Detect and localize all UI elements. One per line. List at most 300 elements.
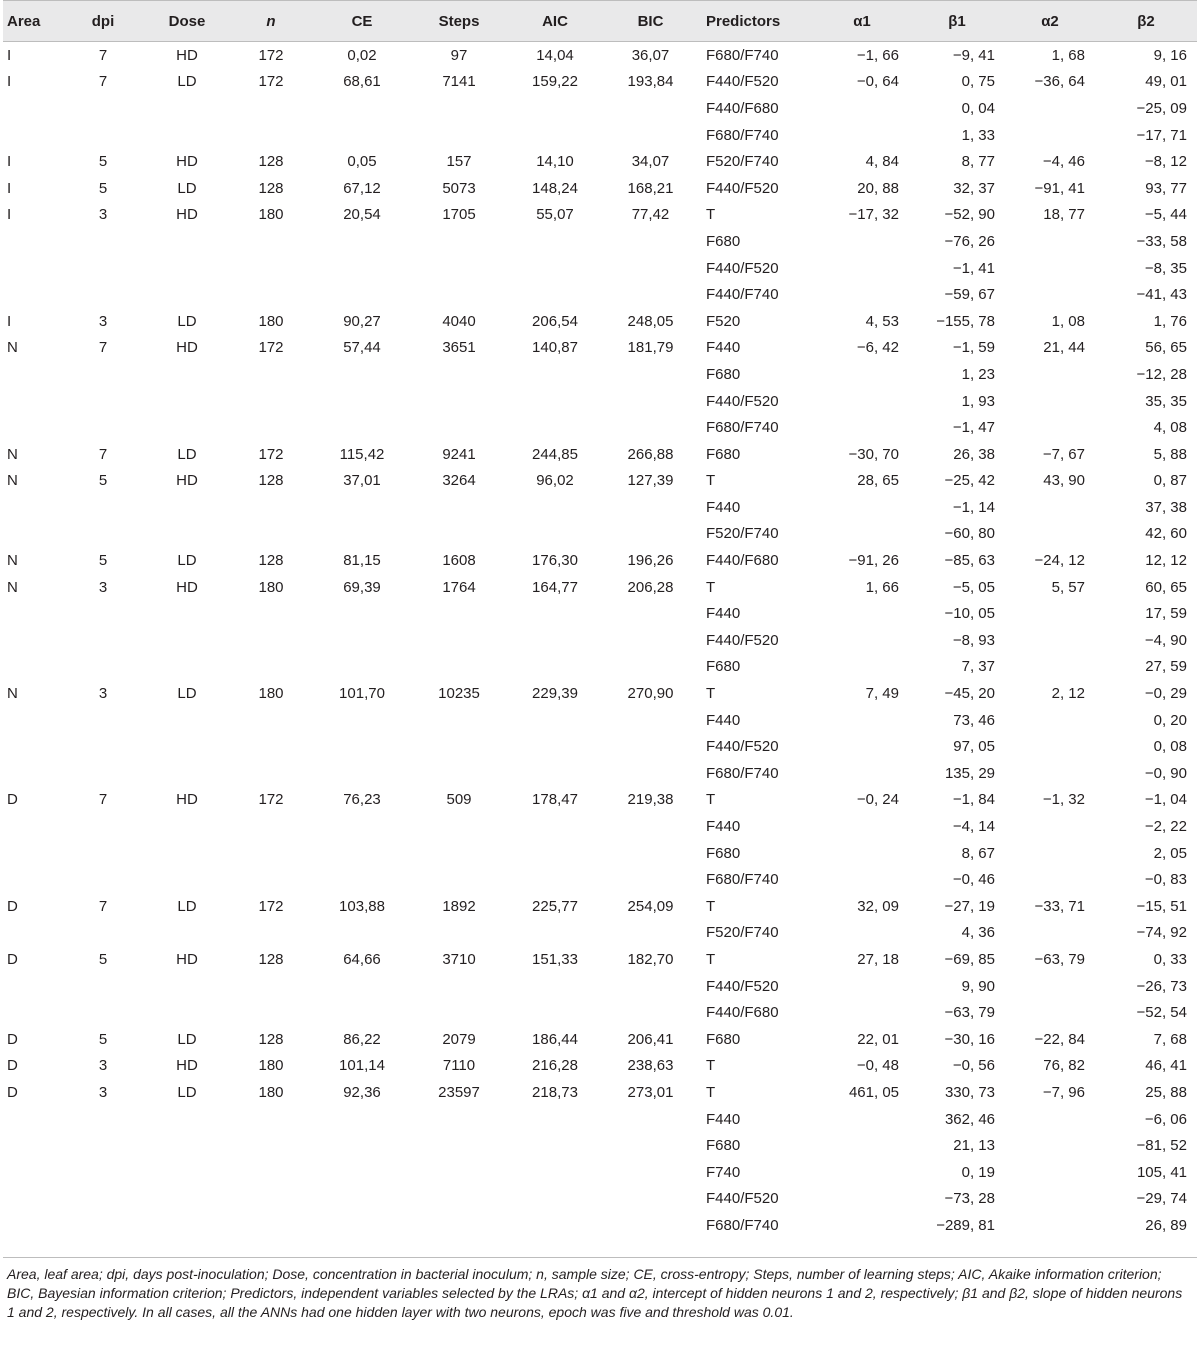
cell-beta2: 35, 35	[1145, 392, 1187, 410]
table-row	[3, 600, 1197, 627]
cell-aic: 164,77	[532, 578, 578, 596]
cell-aic: 229,39	[532, 685, 578, 703]
cell-beta1: 8, 67	[961, 844, 995, 862]
cell-steps: 3264	[442, 472, 476, 490]
cell-beta1: −63, 79	[944, 1004, 995, 1022]
cell-bic	[603, 414, 698, 441]
cell-beta1: −85, 63	[944, 552, 995, 570]
cell-beta1: −1, 14	[952, 498, 995, 516]
cell-alpha1	[815, 1159, 909, 1186]
cell-aic: 178,47	[532, 791, 578, 809]
cell-area: N	[7, 685, 18, 703]
cell-aic: 96,02	[536, 472, 574, 490]
cell-beta1: −4, 14	[952, 818, 995, 836]
cell-dpi: 3	[98, 206, 108, 224]
header-steps: Steps	[411, 1, 507, 42]
cell-alpha1: −17, 32	[848, 206, 899, 224]
cell-predictor: F680	[706, 658, 741, 676]
cell-dose	[145, 866, 229, 893]
cell-ce	[313, 733, 411, 760]
cell-ce	[313, 388, 411, 415]
cell-steps	[411, 228, 507, 255]
cell-dose: LD	[177, 73, 197, 91]
cell-predictor: F440/F520	[706, 631, 779, 649]
cell-dose: LD	[177, 897, 197, 915]
cell-bic	[603, 1212, 698, 1239]
cell-beta2: 37, 38	[1145, 498, 1187, 516]
cell-alpha1	[815, 840, 909, 867]
table-row	[3, 1053, 1197, 1080]
cell-area	[3, 414, 61, 441]
cell-predictor: F740	[706, 1163, 741, 1181]
cell-bic	[603, 840, 698, 867]
cell-alpha1	[815, 1186, 909, 1213]
cell-dpi	[61, 627, 145, 654]
cell-beta1: 1, 93	[961, 392, 995, 410]
cell-beta2: 49, 01	[1145, 73, 1187, 91]
cell-beta1: −45, 20	[944, 685, 995, 703]
cell-dose	[145, 414, 229, 441]
table-row	[3, 920, 1197, 947]
cell-predictor: F680/F740	[706, 419, 779, 437]
cell-predictor: T	[706, 897, 716, 915]
cell-aic: 216,28	[532, 1057, 578, 1075]
cell-aic: 159,22	[532, 73, 578, 91]
cell-ce	[313, 1212, 411, 1239]
cell-ce: 76,23	[343, 791, 381, 809]
cell-n	[229, 920, 313, 947]
table-row	[3, 654, 1197, 681]
cell-dose	[145, 494, 229, 521]
cell-bic	[603, 813, 698, 840]
cell-dose: LD	[177, 685, 197, 703]
cell-beta1: 73, 46	[953, 711, 995, 729]
results-table	[3, 0, 1197, 1239]
cell-dpi	[61, 228, 145, 255]
cell-bic: 193,84	[627, 73, 674, 91]
cell-alpha1	[815, 122, 909, 149]
cell-dose	[145, 920, 229, 947]
cell-bic	[603, 733, 698, 760]
table-footnote: Area, leaf area; dpi, days post-inoculation; Dose, concentration in bacterial inoculum; n, sample size; CE, cross-entropy; Steps, number of learning steps; AIC, Akaike information criterion; BIC, Bayesian information criterion; Predictors, independent variables selected by the LRAs; α1 and α2, intercept of hidden neurons 1 and 2, respectively; β1 and β2, slope of hidden neurons 1 and 2, respectively. In all cases, all the ANNs had one hidden layer with two neurons, epoch was five and threshold was 0.01.	[7, 1266, 1183, 1320]
cell-predictor: T	[706, 950, 716, 968]
cell-alpha2	[1005, 228, 1095, 255]
cell-bic: 206,41	[627, 1030, 674, 1048]
cell-alpha2: −33, 71	[1034, 897, 1085, 915]
cell-n	[229, 707, 313, 734]
cell-bic	[603, 521, 698, 548]
cell-steps	[411, 122, 507, 149]
cell-dose	[145, 1106, 229, 1133]
cell-steps	[411, 707, 507, 734]
cell-dpi: 3	[98, 685, 108, 703]
cell-alpha1	[815, 707, 909, 734]
cell-dpi: 7	[98, 791, 108, 809]
cell-dpi	[61, 521, 145, 548]
cell-aic	[507, 361, 603, 388]
cell-area: I	[7, 73, 12, 91]
cell-aic	[507, 521, 603, 548]
table-row	[3, 69, 1197, 96]
cell-dose: HD	[176, 206, 198, 224]
cell-area	[3, 1186, 61, 1213]
cell-dpi	[61, 840, 145, 867]
table-row	[3, 1159, 1197, 1186]
cell-beta1: 26, 38	[953, 445, 995, 463]
cell-n: 180	[258, 578, 284, 596]
cell-dose	[145, 760, 229, 787]
cell-dose	[145, 521, 229, 548]
cell-bic	[603, 122, 698, 149]
cell-beta2: 17, 59	[1145, 605, 1187, 623]
cell-alpha2	[1005, 733, 1095, 760]
table-row	[3, 1132, 1197, 1159]
cell-bic	[603, 920, 698, 947]
cell-beta2: 26, 89	[1145, 1216, 1187, 1234]
cell-steps	[411, 1212, 507, 1239]
cell-steps	[411, 866, 507, 893]
cell-ce	[313, 414, 411, 441]
cell-steps	[411, 627, 507, 654]
cell-bic: 36,07	[631, 46, 670, 64]
cell-ce: 115,42	[339, 445, 385, 463]
table-row	[3, 494, 1197, 521]
cell-beta1: −1, 84	[952, 791, 995, 809]
cell-alpha2: −7, 67	[1042, 445, 1085, 463]
cell-predictor: F680/F740	[706, 764, 779, 782]
cell-bic: 182,70	[627, 950, 674, 968]
cell-steps	[411, 733, 507, 760]
cell-predictor: F440/F520	[706, 259, 779, 277]
cell-area	[3, 281, 61, 308]
cell-n	[229, 414, 313, 441]
cell-alpha2: −24, 12	[1034, 552, 1085, 570]
cell-beta1: 0, 19	[961, 1163, 995, 1181]
cell-alpha1	[815, 414, 909, 441]
cell-steps	[411, 388, 507, 415]
cell-predictor: T	[706, 1083, 716, 1101]
cell-alpha2: 21, 44	[1043, 339, 1085, 357]
table-row	[3, 1106, 1197, 1133]
cell-dpi	[61, 1159, 145, 1186]
table-row	[3, 707, 1197, 734]
cell-dpi: 3	[98, 312, 108, 330]
cell-beta1: −25, 42	[944, 472, 995, 490]
cell-dose	[145, 228, 229, 255]
cell-beta1: −0, 46	[952, 871, 995, 889]
cell-dpi: 5	[98, 1030, 108, 1048]
header-beta2: β2	[1095, 1, 1197, 42]
cell-aic	[507, 1159, 603, 1186]
table-row	[3, 627, 1197, 654]
cell-dpi: 7	[98, 339, 108, 357]
cell-n: 128	[258, 552, 284, 570]
cell-bic	[603, 1159, 698, 1186]
cell-steps	[411, 840, 507, 867]
cell-alpha1	[815, 813, 909, 840]
cell-n	[229, 840, 313, 867]
cell-n: 172	[258, 897, 284, 915]
cell-alpha1: −0, 24	[856, 791, 899, 809]
cell-dpi: 7	[98, 46, 108, 64]
cell-aic	[507, 255, 603, 282]
cell-alpha1: 28, 65	[857, 472, 899, 490]
cell-alpha2	[1005, 866, 1095, 893]
cell-dose: LD	[177, 1030, 197, 1048]
cell-predictor: F520/F740	[706, 525, 779, 543]
cell-alpha1: 32, 09	[857, 897, 899, 915]
cell-aic	[507, 95, 603, 122]
cell-area: I	[7, 46, 12, 64]
cell-beta2: 105, 41	[1136, 1163, 1187, 1181]
cell-predictor: F680/F740	[706, 126, 779, 144]
cell-alpha1: 22, 01	[857, 1030, 899, 1048]
cell-beta2: −33, 58	[1136, 232, 1187, 250]
cell-area	[3, 1159, 61, 1186]
cell-dpi	[61, 388, 145, 415]
cell-steps: 7110	[442, 1057, 476, 1075]
cell-ce: 92,36	[343, 1083, 381, 1101]
cell-n	[229, 813, 313, 840]
cell-alpha2	[1005, 255, 1095, 282]
cell-n	[229, 281, 313, 308]
cell-n	[229, 760, 313, 787]
cell-ce	[313, 122, 411, 149]
cell-alpha2	[1005, 813, 1095, 840]
cell-predictor: F440/F520	[706, 179, 779, 197]
cell-predictor: F440/F520	[706, 1190, 779, 1208]
cell-ce	[313, 281, 411, 308]
cell-beta2: 56, 65	[1145, 339, 1187, 357]
cell-ce: 81,15	[343, 552, 381, 570]
cell-predictor: F520/F740	[706, 153, 779, 171]
cell-steps	[411, 255, 507, 282]
cell-n	[229, 122, 313, 149]
cell-dpi: 7	[98, 445, 108, 463]
cell-beta1: −60, 80	[944, 525, 995, 543]
cell-alpha1	[815, 521, 909, 548]
cell-predictor: F440/F740	[706, 286, 779, 304]
cell-predictor: T	[706, 472, 716, 490]
cell-beta1: 8, 77	[961, 153, 995, 171]
cell-aic	[507, 627, 603, 654]
cell-beta2: 42, 60	[1145, 525, 1187, 543]
cell-beta2: −52, 54	[1136, 1004, 1187, 1022]
cell-n: 180	[258, 312, 284, 330]
cell-n: 172	[258, 73, 284, 91]
cell-beta1: 362, 46	[944, 1110, 995, 1128]
cell-area	[3, 95, 61, 122]
cell-n: 128	[258, 1030, 284, 1048]
cell-ce	[313, 521, 411, 548]
cell-ce: 64,66	[343, 950, 381, 968]
cell-aic: 148,24	[532, 179, 578, 197]
cell-n	[229, 600, 313, 627]
header-beta1: β1	[909, 1, 1005, 42]
cell-area	[3, 361, 61, 388]
cell-steps: 1764	[442, 578, 476, 596]
cell-beta1: 32, 37	[953, 179, 995, 197]
cell-alpha2	[1005, 1186, 1095, 1213]
cell-bic	[603, 1186, 698, 1213]
cell-steps	[411, 95, 507, 122]
cell-dpi	[61, 95, 145, 122]
cell-predictor: F440/F520	[706, 392, 779, 410]
cell-aic: 186,44	[532, 1030, 578, 1048]
cell-dose	[145, 255, 229, 282]
cell-ce: 101,70	[339, 685, 385, 703]
cell-aic	[507, 1186, 603, 1213]
cell-aic	[507, 813, 603, 840]
cell-steps	[411, 494, 507, 521]
cell-area	[3, 654, 61, 681]
cell-alpha1	[815, 95, 909, 122]
cell-area: N	[7, 578, 18, 596]
cell-bic	[603, 973, 698, 1000]
cell-n	[229, 388, 313, 415]
cell-alpha2	[1005, 281, 1095, 308]
cell-alpha1	[815, 866, 909, 893]
cell-bic: 181,79	[627, 339, 674, 357]
table-body	[3, 42, 1197, 1239]
table-row	[3, 148, 1197, 175]
cell-bic: 238,63	[627, 1057, 674, 1075]
cell-area	[3, 733, 61, 760]
cell-bic	[603, 707, 698, 734]
cell-dose: HD	[176, 472, 198, 490]
cell-alpha2: 76, 82	[1043, 1057, 1085, 1075]
cell-n: 180	[258, 1057, 284, 1075]
cell-dose: LD	[177, 179, 197, 197]
cell-ce	[313, 707, 411, 734]
cell-beta1: −9, 41	[952, 46, 995, 64]
cell-bic	[603, 627, 698, 654]
cell-beta1: 1, 23	[961, 365, 995, 383]
cell-alpha1	[815, 760, 909, 787]
cell-predictor: T	[706, 206, 716, 224]
table-row	[3, 414, 1197, 441]
cell-alpha2	[1005, 122, 1095, 149]
cell-bic	[603, 281, 698, 308]
cell-bic	[603, 654, 698, 681]
cell-n	[229, 1132, 313, 1159]
cell-aic	[507, 920, 603, 947]
cell-steps	[411, 813, 507, 840]
cell-beta2: −4, 90	[1144, 631, 1187, 649]
cell-area	[3, 840, 61, 867]
cell-aic: 55,07	[536, 206, 574, 224]
cell-aic: 14,04	[536, 46, 574, 64]
cell-n: 180	[258, 206, 284, 224]
cell-beta1: 7, 37	[961, 658, 995, 676]
cell-dose	[145, 361, 229, 388]
cell-area: N	[7, 339, 18, 357]
cell-alpha2: −63, 79	[1034, 950, 1085, 968]
cell-alpha2	[1005, 999, 1095, 1026]
cell-area: N	[7, 472, 18, 490]
cell-beta2: −8, 35	[1144, 259, 1187, 277]
cell-dpi: 3	[98, 578, 108, 596]
cell-n	[229, 627, 313, 654]
cell-dpi	[61, 361, 145, 388]
cell-bic: 273,01	[627, 1083, 674, 1101]
cell-dpi	[61, 973, 145, 1000]
cell-predictor: T	[706, 1057, 716, 1075]
header-dpi: dpi	[61, 1, 145, 42]
cell-alpha2	[1005, 654, 1095, 681]
cell-beta1: −155, 78	[936, 312, 995, 330]
cell-n	[229, 361, 313, 388]
cell-dose	[145, 1186, 229, 1213]
cell-dose	[145, 733, 229, 760]
cell-dose	[145, 999, 229, 1026]
cell-alpha2	[1005, 1106, 1095, 1133]
cell-ce	[313, 760, 411, 787]
table-row	[3, 202, 1197, 229]
cell-alpha2	[1005, 840, 1095, 867]
cell-n: 128	[258, 179, 284, 197]
cell-steps	[411, 1132, 507, 1159]
cell-alpha1: 20, 88	[857, 179, 899, 197]
cell-aic: 218,73	[532, 1083, 578, 1101]
cell-ce: 68,61	[343, 73, 381, 91]
cell-ce	[313, 627, 411, 654]
table-row	[3, 946, 1197, 973]
cell-n	[229, 999, 313, 1026]
cell-n: 172	[258, 339, 284, 357]
cell-bic: 127,39	[627, 472, 674, 490]
cell-alpha2	[1005, 95, 1095, 122]
cell-alpha1: −30, 70	[848, 445, 899, 463]
cell-beta2: −25, 09	[1136, 99, 1187, 117]
cell-area: D	[7, 791, 18, 809]
cell-dose: LD	[177, 552, 197, 570]
cell-bic: 254,09	[627, 897, 674, 915]
cell-ce	[313, 255, 411, 282]
cell-dpi	[61, 707, 145, 734]
cell-bic: 206,28	[627, 578, 674, 596]
cell-beta1: −8, 93	[952, 631, 995, 649]
cell-area: D	[7, 897, 18, 915]
cell-dpi	[61, 1106, 145, 1133]
header-predictors: Predictors	[698, 1, 815, 42]
cell-beta2: 7, 68	[1153, 1030, 1187, 1048]
cell-beta2: 0, 08	[1153, 738, 1187, 756]
cell-area	[3, 866, 61, 893]
cell-area	[3, 521, 61, 548]
cell-ce	[313, 840, 411, 867]
cell-beta2: −29, 74	[1136, 1190, 1187, 1208]
cell-alpha1: −1, 66	[856, 46, 899, 64]
table-row	[3, 1026, 1197, 1053]
cell-dpi	[61, 1186, 145, 1213]
cell-beta2: −0, 90	[1144, 764, 1187, 782]
table-row	[3, 1212, 1197, 1239]
cell-dose: HD	[176, 1057, 198, 1075]
cell-alpha2: 2, 12	[1051, 685, 1085, 703]
cell-area	[3, 255, 61, 282]
cell-dose	[145, 654, 229, 681]
cell-aic	[507, 999, 603, 1026]
cell-steps	[411, 600, 507, 627]
cell-alpha2	[1005, 1132, 1095, 1159]
cell-dose: HD	[176, 950, 198, 968]
cell-area	[3, 600, 61, 627]
cell-bic: 196,26	[627, 552, 674, 570]
header-area: Area	[3, 1, 61, 42]
cell-ce	[313, 228, 411, 255]
cell-area: D	[7, 1057, 18, 1075]
